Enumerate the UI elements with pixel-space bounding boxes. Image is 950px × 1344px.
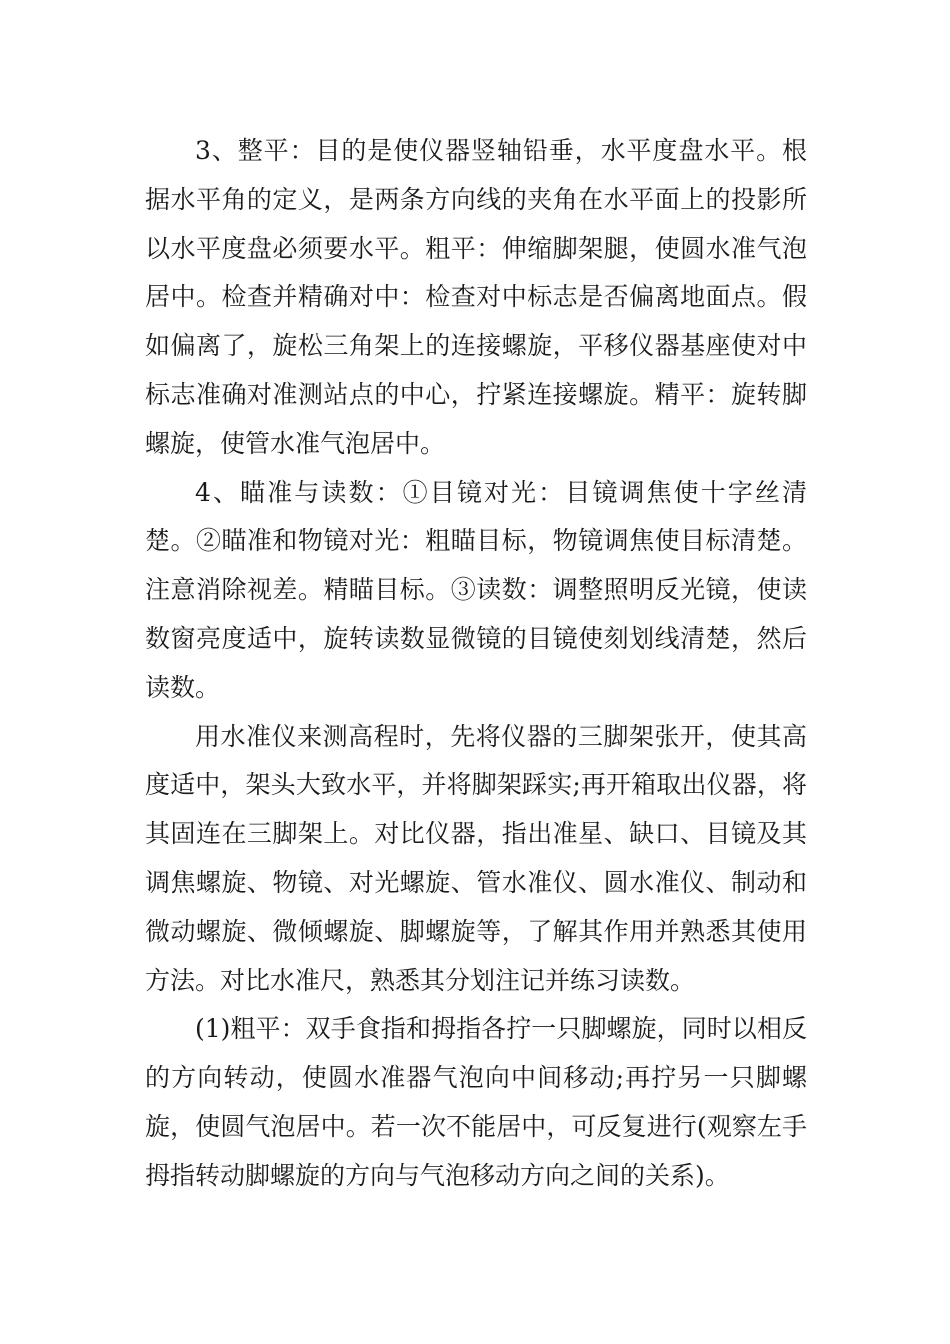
paragraph-leveling: 3、整平：目的是使仪器竖轴铅垂，水平度盘水平。根据水平角的定义，是两条方向线的夹角在水平面上的投影所以水平度盘必须要水平。粗平：伸缩脚架腿，使圆水准气泡居中。检查并精确对中：检查对中标志是否偏离地面点。假如偏离了，旋松三角架上的连接螺旋，平移仪器基座使对中标志准确对准测站点的中心，拧紧连接螺旋。精平：旋转脚螺旋，使管水准气泡居中。 [145, 136, 807, 458]
paragraph-rough-leveling: (1)粗平：双手食指和拇指各拧一只脚螺旋，同时以相反的方向转动，使圆水准器气泡向中间移动;再拧另一只脚螺旋，使圆气泡居中。若一次不能居中，可反复进行(观察左手拇指转动脚螺旋的方向与气泡移动方向之间的关系)。 [145, 1014, 807, 1190]
document-body [145, 127, 807, 1201]
paragraph-level-instrument: 用水准仪来测高程时，先将仪器的三脚架张开，使其高度适中，架头大致水平，并将脚架踩实;再开箱取出仪器，将其固连在三脚架上。对比仪器，指出准星、缺口、目镜及其调焦螺旋、物镜、对光螺旋、管水准仪、圆水准仪、制动和微动螺旋、微倾螺旋、脚螺旋等，了解其作用并熟悉其使用方法。对比水准尺，熟悉其分划注记并练习读数。 [145, 721, 807, 995]
paragraph-aiming-reading: 4、瞄准与读数：①目镜对光：目镜调焦使十字丝清楚。②瞄准和物镜对光：粗瞄目标，物镜调焦使目标清楚。注意消除视差。精瞄目标。③读数：调整照明反光镜，使读数窗亮度适中，旋转读数显微镜的目镜使刻划线清楚，然后读数。 [145, 477, 807, 702]
